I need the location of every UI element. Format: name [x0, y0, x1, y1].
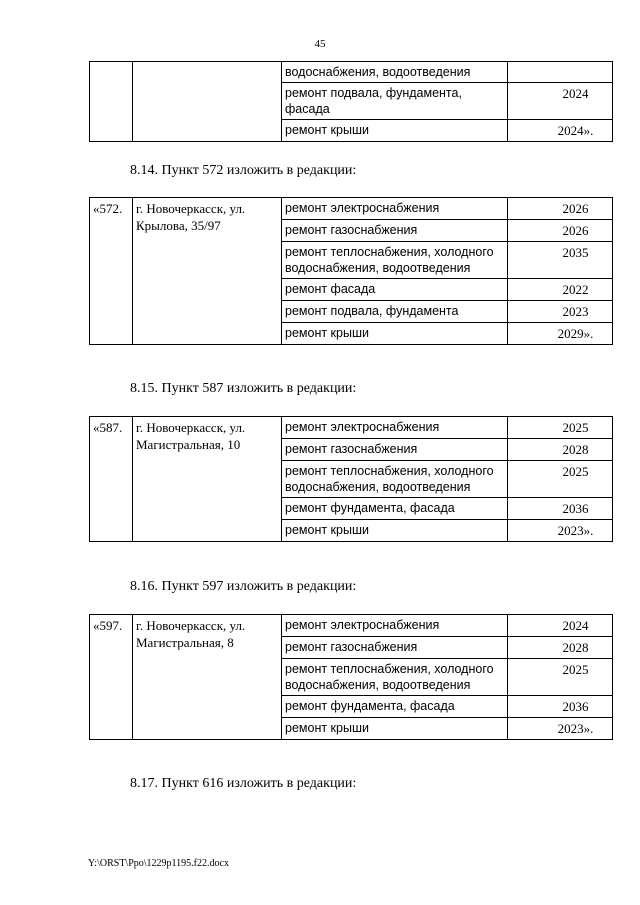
- table-row: [90, 198, 613, 220]
- section-heading: 8.14. Пункт 572 изложить в редакции:: [130, 163, 357, 178]
- work-cell: ремонт подвала, фундамента, фасада: [282, 83, 508, 120]
- year-cell: 2025: [508, 417, 613, 439]
- number-cell: [90, 62, 133, 142]
- continued-table: [89, 61, 613, 142]
- year-cell: 2028: [508, 439, 613, 461]
- work-cell: ремонт крыши: [282, 120, 508, 142]
- footer-file-path: Y:\ORST\Ppo\1229p1195.f22.docx: [88, 858, 229, 869]
- address-cell: [133, 62, 282, 142]
- work-cell: ремонт фасада: [282, 279, 508, 301]
- work-cell: ремонт электроснабжения: [282, 417, 508, 439]
- number-cell: «597.: [90, 615, 133, 740]
- number-cell: «587.: [90, 417, 133, 542]
- year-cell: 2024: [508, 83, 613, 120]
- year-cell: 2024».: [508, 120, 613, 142]
- item-table: [89, 614, 613, 740]
- section-heading: 8.16. Пункт 597 изложить в редакции:: [130, 579, 357, 594]
- year-cell: [508, 62, 613, 83]
- work-cell: ремонт крыши: [282, 323, 508, 345]
- year-cell: 2029».: [508, 323, 613, 345]
- year-cell: 2036: [508, 498, 613, 520]
- year-cell: 2028: [508, 637, 613, 659]
- year-cell: 2035: [508, 242, 613, 279]
- work-cell: ремонт газоснабжения: [282, 220, 508, 242]
- work-cell: ремонт крыши: [282, 718, 508, 740]
- year-cell: 2024: [508, 615, 613, 637]
- work-cell: ремонт фундамента, фасада: [282, 696, 508, 718]
- work-cell: ремонт подвала, фундамента: [282, 301, 508, 323]
- address-cell: г. Новочеркасск, ул. Магистральная, 8: [133, 615, 282, 740]
- work-cell: ремонт газоснабжения: [282, 637, 508, 659]
- year-cell: 2022: [508, 279, 613, 301]
- year-cell: 2023: [508, 301, 613, 323]
- item-table: [89, 416, 613, 542]
- item-table: [89, 197, 613, 345]
- number-cell: «572.: [90, 198, 133, 345]
- work-cell: ремонт газоснабжения: [282, 439, 508, 461]
- address-cell: г. Новочеркасск, ул. Крылова, 35/97: [133, 198, 282, 345]
- work-cell: ремонт теплоснабжения, холодного водоснабжения, водоотведения: [282, 242, 508, 279]
- year-cell: 2025: [508, 461, 613, 498]
- address-cell: г. Новочеркасск, ул. Магистральная, 10: [133, 417, 282, 542]
- work-cell: ремонт фундамента, фасада: [282, 498, 508, 520]
- table-row: [90, 615, 613, 637]
- year-cell: 2026: [508, 198, 613, 220]
- work-cell: ремонт электроснабжения: [282, 615, 508, 637]
- year-cell: 2036: [508, 696, 613, 718]
- table-row: [90, 62, 613, 83]
- year-cell: 2023».: [508, 520, 613, 542]
- year-cell: 2025: [508, 659, 613, 696]
- work-cell: ремонт теплоснабжения, холодного водоснабжения, водоотведения: [282, 461, 508, 498]
- page-number: 45: [314, 38, 326, 50]
- section-heading: 8.17. Пункт 616 изложить в редакции:: [130, 776, 357, 791]
- table-row: [90, 417, 613, 439]
- section-heading: 8.15. Пункт 587 изложить в редакции:: [130, 381, 357, 396]
- work-cell: ремонт крыши: [282, 520, 508, 542]
- work-cell: ремонт теплоснабжения, холодного водоснабжения, водоотведения: [282, 659, 508, 696]
- year-cell: 2023».: [508, 718, 613, 740]
- work-cell: ремонт электроснабжения: [282, 198, 508, 220]
- work-cell: водоснабжения, водоотведения: [282, 62, 508, 83]
- year-cell: 2026: [508, 220, 613, 242]
